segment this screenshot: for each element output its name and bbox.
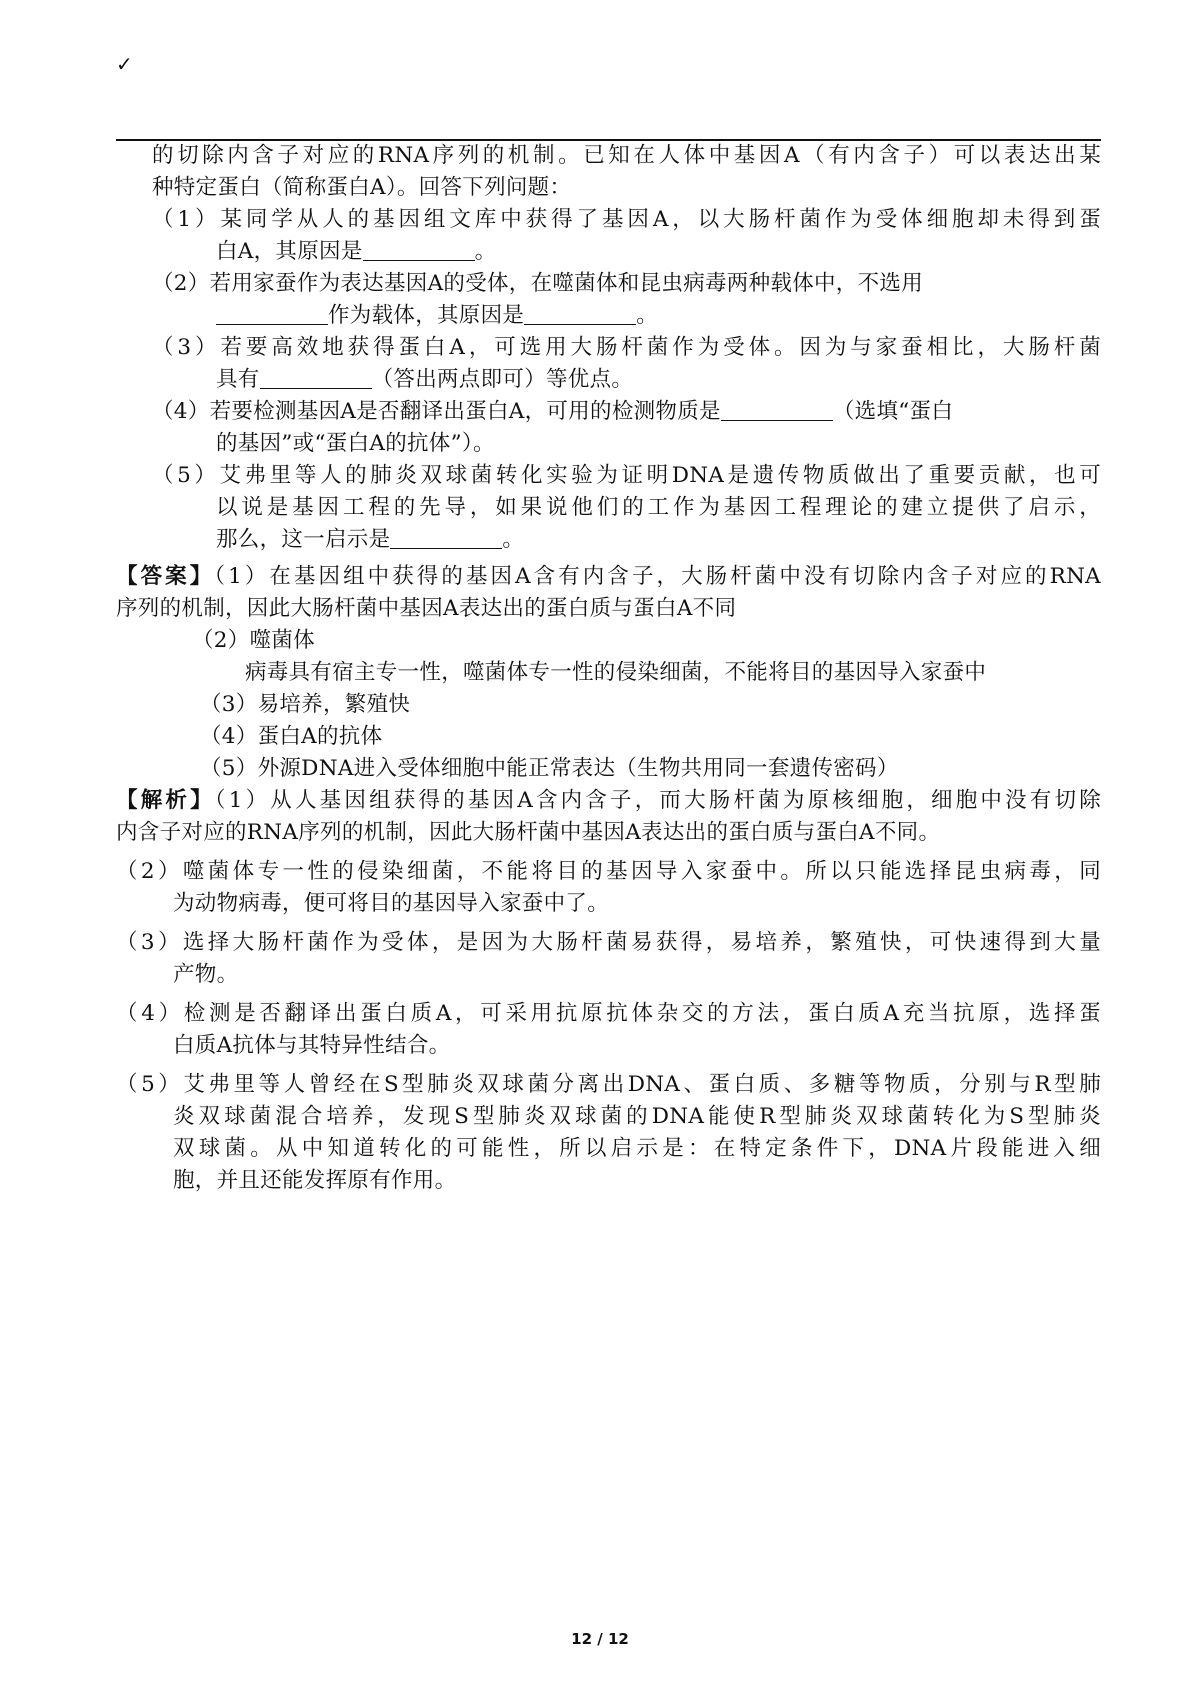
page-content xyxy=(116,140,1101,1197)
text-span: （1）从人基因组获得的基因A含内含子，而大肠杆菌为原核细胞，细胞中没有切除 xyxy=(214,788,1101,813)
text-line xyxy=(116,300,1101,332)
answer-blank xyxy=(216,302,328,325)
page-number: 12 / 12 xyxy=(571,1630,629,1648)
text-line: 的基因”或“蛋白A的抗体”）。 xyxy=(216,431,495,456)
text-line: 病毒具有宿主专一性，噬菌体专一性的侵染细菌，不能将目的基因导入家蚕中 xyxy=(245,660,987,685)
text-line: （2）若用家蚕作为表达基因A的受体，在噬菌体和昆虫病毒两种载体中，不选用 xyxy=(152,271,924,296)
text-span: （答出两点即可）等优点。 xyxy=(371,367,634,392)
text-span: 白A，其原因是 xyxy=(216,239,363,264)
text-line: （5）艾弗里等人曾经在S型肺炎双球菌分离出DNA、蛋白质、多糖等物质，分别与R型肺 xyxy=(116,1072,1101,1097)
answer-blank xyxy=(363,238,475,261)
question-intro xyxy=(116,140,1101,204)
text-span: 。 xyxy=(474,239,497,264)
text-line: （2）噬菌体专一性的侵染细菌，不能将目的基因导入家蚕中。所以只能选择昆虫病毒，同 xyxy=(116,859,1101,884)
text-line: （3）易培养，繁殖快 xyxy=(200,692,411,717)
text-span: 具有 xyxy=(216,367,260,392)
text-line: （3）若要高效地获得蛋白A，可选用大肠杆菌作为受体。因为与家蚕相比，大肠杆菌 xyxy=(152,335,1101,360)
text-span: 那么，这一启示是 xyxy=(216,527,391,552)
text-line: 双球菌。从中知道转化的可能性，所以启示是：在特定条件下，DNA片段能进入细 xyxy=(173,1136,1101,1161)
text-line xyxy=(116,236,1101,268)
check-mark-icon: ✓ xyxy=(116,52,133,76)
answer-section xyxy=(116,561,1101,785)
text-span: （4）若要检测基因A是否翻译出蛋白A，可用的检测物质是 xyxy=(152,399,721,424)
question-1 xyxy=(116,204,1101,268)
text-line: （3）选择大肠杆菌作为受体，是因为大肠杆菌易获得，易培养，繁殖快，可快速得到大量 xyxy=(116,930,1101,955)
answer-blank xyxy=(524,302,636,325)
text-line: 胞，并且还能发挥原有作用。 xyxy=(173,1168,457,1193)
text-line: （2）噬菌体 xyxy=(192,628,315,653)
text-span: 。 xyxy=(636,303,659,328)
text-line xyxy=(116,364,1101,396)
text-line: （5）外源DNA进入受体细胞中能正常表达（生物共用同一套遗传密码） xyxy=(200,756,899,781)
question-5 xyxy=(116,460,1101,556)
text-span: （选填“蛋白 xyxy=(832,399,954,424)
text-line: （4）检测是否翻译出蛋白质A，可采用抗原抗体杂交的方法，蛋白质A充当抗原，选择蛋 xyxy=(116,1001,1101,1026)
question-4 xyxy=(116,396,1101,460)
answer-label: 【答案】 xyxy=(116,564,215,589)
text-line: 白质A抗体与其特异性结合。 xyxy=(173,1033,451,1058)
text-line: 产物。 xyxy=(173,962,239,987)
question-2 xyxy=(116,268,1101,332)
answer-blank xyxy=(390,526,502,549)
text-line xyxy=(116,561,1101,593)
text-line xyxy=(116,524,1101,556)
text-span: 作为载体，其原因是 xyxy=(328,303,525,328)
analysis-label: 【解析】 xyxy=(116,788,215,813)
text-line: 炎双球菌混合培养，发现S型肺炎双球菌的DNA能使R型肺炎双球菌转化为S型肺炎 xyxy=(173,1104,1101,1129)
text-line: 种特定蛋白（简称蛋白A）。回答下列问题： xyxy=(152,175,572,200)
text-line: 为动物病毒，便可将目的基因导入家蚕中了。 xyxy=(173,891,610,916)
text-line: （4）蛋白A的抗体 xyxy=(200,724,383,749)
question-3 xyxy=(116,332,1101,396)
text-line: 的切除内含子对应的RNA序列的机制。已知在人体中基因A（有内含子）可以表达出某 xyxy=(152,143,1101,168)
text-line: 以说是基因工程的先导，如果说他们的工作为基因工程理论的建立提供了启示， xyxy=(216,495,1101,520)
text-span: 。 xyxy=(502,527,525,552)
analysis-section xyxy=(116,785,1101,1197)
text-line: （1）某同学从人的基因组文库中获得了基因A，以大肠杆菌作为受体细胞却未得到蛋 xyxy=(152,207,1101,232)
text-span: （1）在基因组中获得的基因A含有内含子，大肠杆菌中没有切除内含子对应的RNA xyxy=(214,564,1101,589)
answer-blank xyxy=(260,366,372,389)
answer-blank xyxy=(721,398,833,421)
text-line: 序列的机制，因此大肠杆菌中基因A表达出的蛋白质与蛋白A不同 xyxy=(116,596,737,621)
text-line xyxy=(116,396,1101,428)
text-line: （5）艾弗里等人的肺炎双球菌转化实验为证明DNA是遗传物质做出了重要贡献，也可 xyxy=(152,463,1101,488)
text-line xyxy=(116,785,1101,817)
text-line: 内含子对应的RNA序列的机制，因此大肠杆菌中基因A表达出的蛋白质与蛋白A不同。 xyxy=(116,820,941,845)
